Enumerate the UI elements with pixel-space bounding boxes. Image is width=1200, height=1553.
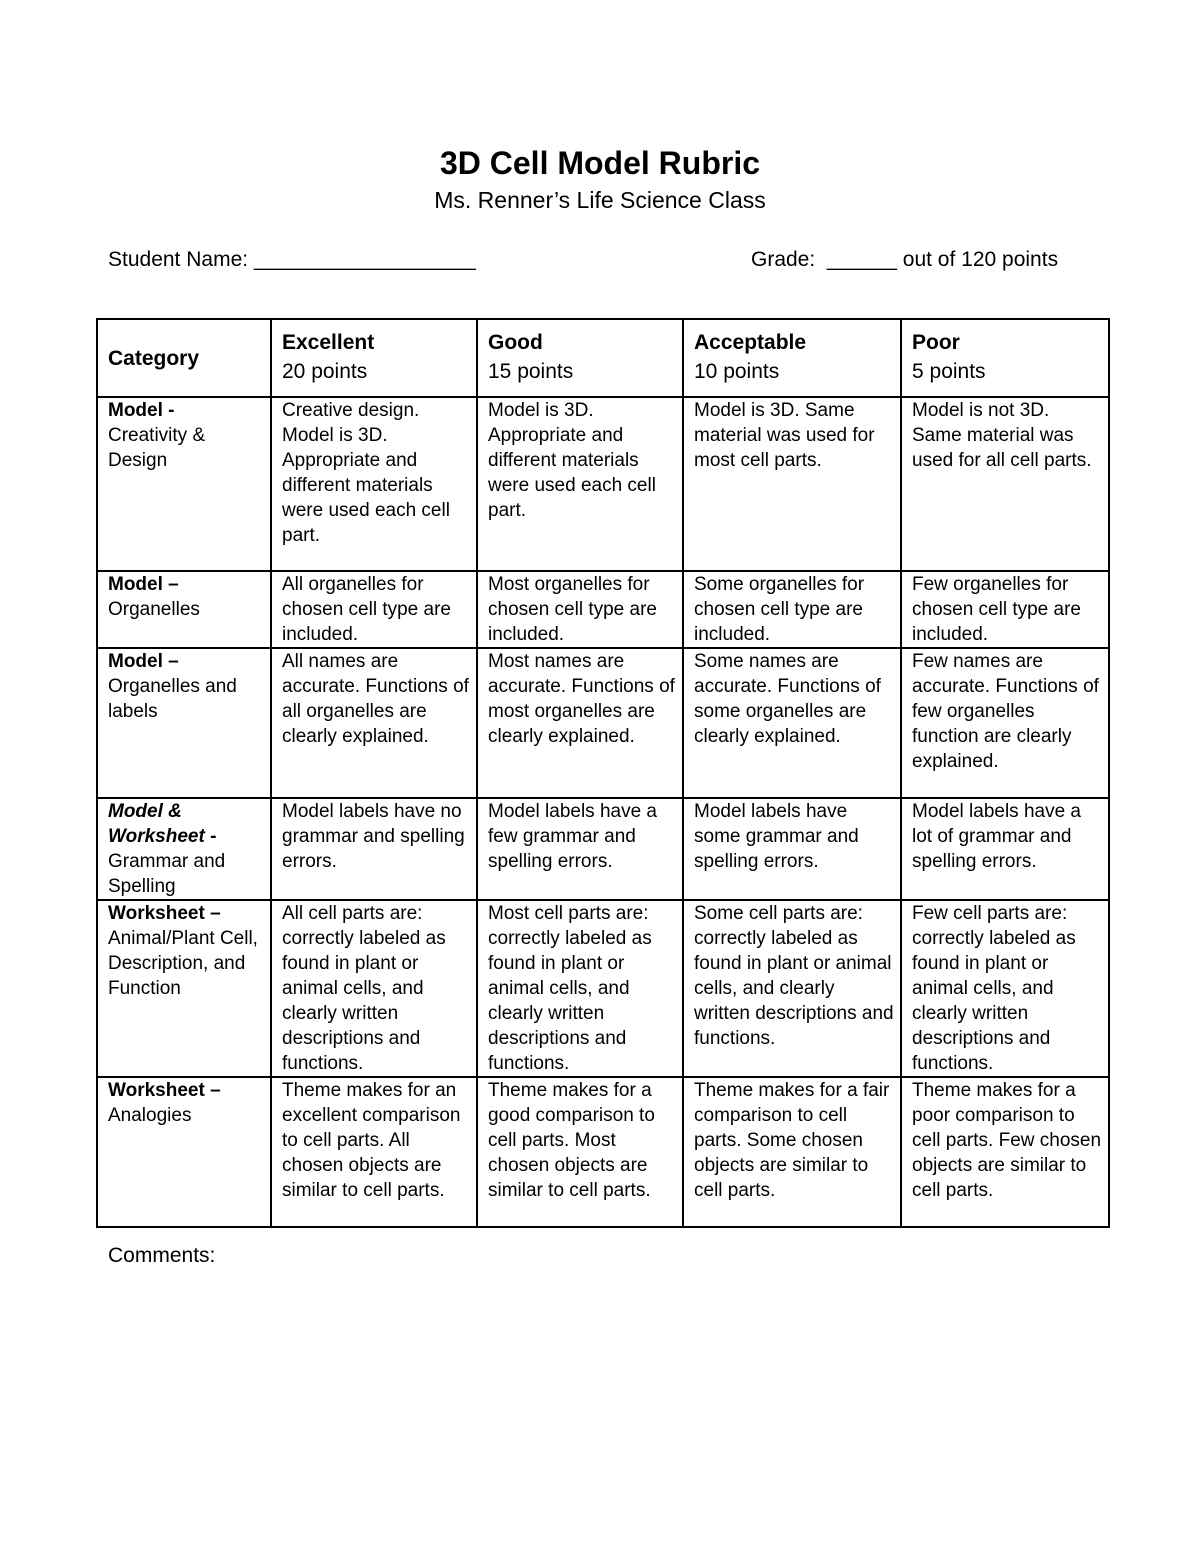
grade-field: Grade: ______ out of 120 points — [751, 248, 1059, 271]
criteria-cell-poor: Theme makes for a poor comparison to cell parts. Few chosen objects are similar to cell parts. — [901, 1077, 1109, 1227]
table-row — [97, 798, 1109, 900]
page-subtitle: Ms. Renner’s Life Science Class — [434, 187, 766, 213]
level-name: Excellent — [282, 331, 375, 354]
table-row — [97, 571, 1109, 648]
level-header-acceptable — [683, 319, 901, 397]
criteria-cell-acceptable: Some names are accurate. Functions of some organelles are clearly explained. — [683, 648, 901, 798]
category-title-dash: - — [204, 826, 217, 847]
level-header-poor — [901, 319, 1109, 397]
criteria-cell-good: Most organelles for chosen cell type are included. — [477, 571, 683, 648]
table-row — [97, 1077, 1109, 1227]
criteria-cell-excellent: Theme makes for an excellent comparison to cell parts. All chosen objects are similar to cell parts. — [271, 1077, 477, 1227]
category-cell — [97, 900, 271, 1077]
page-title: 3D Cell Model Rubric — [439, 145, 761, 181]
criteria-cell-poor: Model is not 3D. Same material was used for all cell parts. — [901, 397, 1109, 571]
level-points: 20 points — [282, 360, 368, 383]
category-title: Model - — [108, 400, 175, 421]
category-title: Worksheet – — [108, 903, 221, 924]
category-cell — [97, 571, 271, 648]
table-row — [97, 397, 1109, 571]
level-name: Good — [488, 331, 543, 354]
category-description: Analogies — [108, 1105, 192, 1126]
category-cell — [97, 648, 271, 798]
criteria-cell-poor: Model labels have a lot of grammar and spelling errors. — [901, 798, 1109, 900]
criteria-cell-excellent: All organelles for chosen cell type are included. — [271, 571, 477, 648]
level-header-good — [477, 319, 683, 397]
category-title: Model – — [108, 651, 179, 672]
category-cell — [97, 1077, 271, 1227]
category-header: Category — [97, 319, 271, 397]
criteria-cell-good: Model is 3D. Appropriate and different materials were used each cell part. — [477, 397, 683, 571]
student-name-field: Student Name: ___________________ — [108, 248, 476, 271]
rubric-header-row — [97, 319, 1109, 397]
criteria-cell-poor: Few names are accurate. Functions of few organelles function are clearly explained. — [901, 648, 1109, 798]
criteria-cell-excellent: All cell parts are: correctly labeled as found in plant or animal cells, and clearly written descriptions and functions. — [271, 900, 477, 1077]
criteria-cell-excellent: Creative design. Model is 3D. Appropriate and different materials were used each cell part. — [271, 397, 477, 571]
criteria-cell-poor: Few cell parts are: correctly labeled as found in plant or animal cells, and clearly written descriptions and functions. — [901, 900, 1109, 1077]
criteria-cell-poor: Few organelles for chosen cell type are included. — [901, 571, 1109, 648]
level-points: 10 points — [694, 360, 780, 383]
criteria-cell-good: Most cell parts are: correctly labeled as found in plant or animal cells, and clearly written descriptions and functions. — [477, 900, 683, 1077]
criteria-cell-acceptable: Model is 3D. Same material was used for most cell parts. — [683, 397, 901, 571]
table-row — [97, 648, 1109, 798]
category-description: Grammar and Spelling — [108, 851, 226, 897]
category-cell — [97, 798, 271, 900]
category-title: Model – — [108, 574, 179, 595]
criteria-cell-excellent: Model labels have no grammar and spelling errors. — [271, 798, 477, 900]
category-description: Organelles — [108, 599, 200, 620]
criteria-cell-acceptable: Theme makes for a fair comparison to cell parts. Some chosen objects are similar to cell parts. — [683, 1077, 901, 1227]
category-description: Creativity & Design — [108, 425, 206, 471]
category-cell — [97, 397, 271, 571]
criteria-cell-excellent: All names are accurate. Functions of all organelles are clearly explained. — [271, 648, 477, 798]
criteria-cell-good: Most names are accurate. Functions of most organelles are clearly explained. — [477, 648, 683, 798]
criteria-cell-acceptable: Model labels have some grammar and spelling errors. — [683, 798, 901, 900]
category-title: Worksheet – — [108, 1080, 221, 1101]
level-points: 15 points — [488, 360, 574, 383]
table-row — [97, 900, 1109, 1077]
category-description: Organelles and labels — [108, 676, 237, 722]
level-points: 5 points — [912, 360, 986, 383]
criteria-cell-good: Theme makes for a good comparison to cell parts. Most chosen objects are similar to cell parts. — [477, 1077, 683, 1227]
criteria-cell-good: Model labels have a few grammar and spelling errors. — [477, 798, 683, 900]
criteria-cell-acceptable: Some organelles for chosen cell type are included. — [683, 571, 901, 648]
level-header-excellent — [271, 319, 477, 397]
category-title: Model & Worksheet — [108, 801, 205, 847]
level-name: Acceptable — [694, 331, 807, 354]
comments-label: Comments: — [108, 1244, 216, 1267]
level-name: Poor — [912, 331, 960, 354]
category-description: Animal/Plant Cell, Description, and Function — [108, 928, 258, 999]
rubric-table — [96, 318, 1110, 1228]
criteria-cell-acceptable: Some cell parts are: correctly labeled as found in plant or animal cells, and clearly written descriptions and functions. — [683, 900, 901, 1077]
